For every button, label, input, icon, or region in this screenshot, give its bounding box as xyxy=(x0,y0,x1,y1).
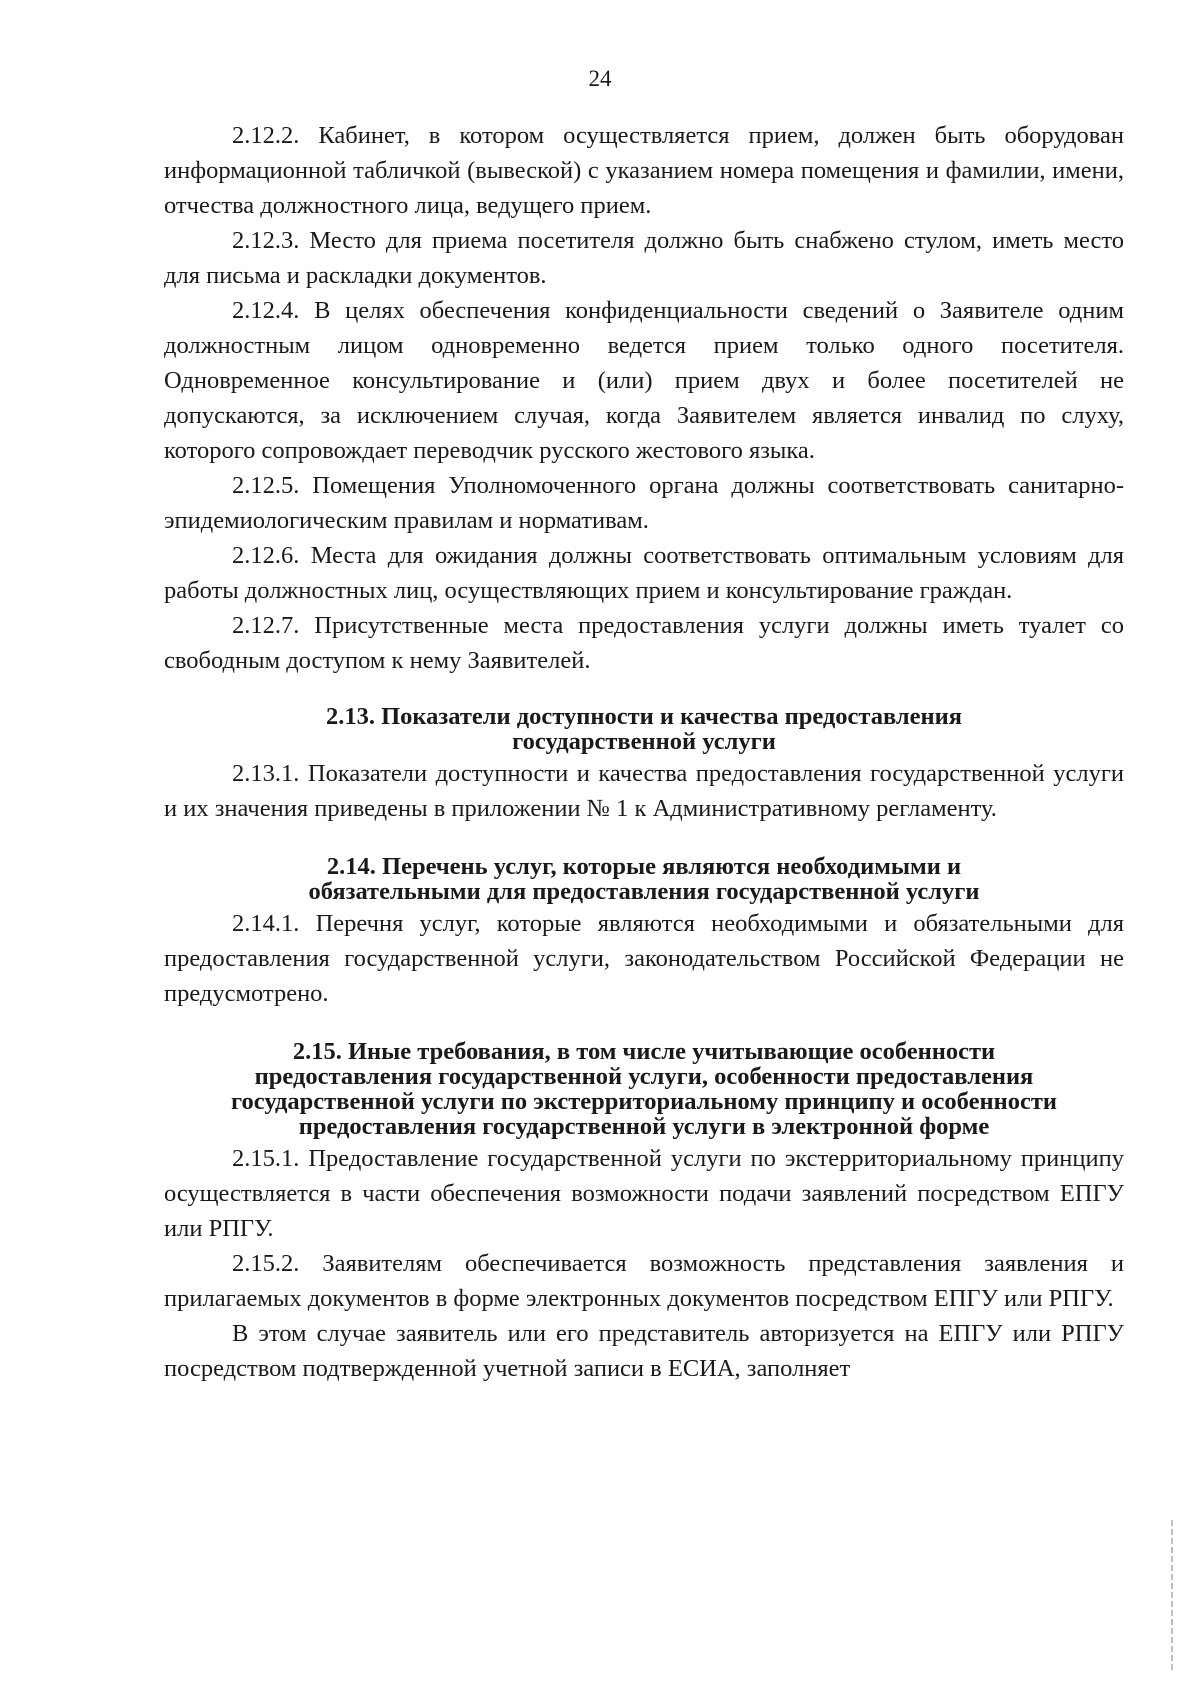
heading-line: предоставления государственной услуги, особенности предоставления xyxy=(254,1063,1034,1090)
heading-line: обязательными для предоставления государственной услуги xyxy=(308,878,980,905)
heading-line: государственной услуги xyxy=(512,728,776,755)
paragraph-2-14-1: 2.14.1. Перечня услуг, которые являются необходимыми и обязательными для предоставления государственной услуги, законодательством Российской Федерации не предусмотрено. xyxy=(164,910,1124,1007)
heading-line: предоставления государственной услуги в электронной форме xyxy=(298,1113,990,1140)
paragraph-2-12-2: 2.12.2. Кабинет, в котором осуществляется прием, должен быть оборудован информационной табличкой (вывеской) с указанием номера помещения и фамилии, имени, отчества должностного лица, ведущего прием. xyxy=(164,122,1124,219)
paragraph-2-12-5: 2.12.5. Помещения Уполномоченного органа должны соответствовать санитарно-эпидемиологическим правилам и нормативам. xyxy=(164,472,1124,534)
paragraph-continuation: В этом случае заявитель или его представитель авторизуется на ЕПГУ или РПГУ посредством подтвержденной учетной записи в ЕСИА, заполняет xyxy=(164,1320,1124,1382)
paragraph-2-12-7: 2.12.7. Присутственные места предоставления услуги должны иметь туалет со свободным доступом к нему Заявителей. xyxy=(164,612,1124,674)
section-heading-2-15 xyxy=(164,1039,1124,1139)
heading-line: 2.13. Показатели доступности и качества предоставления xyxy=(325,703,963,730)
heading-line: 2.15. Иные требования, в том числе учитывающие особенности xyxy=(292,1038,996,1065)
paragraph-2-12-6: 2.12.6. Места для ожидания должны соответствовать оптимальным условиям для работы должностных лиц, осуществляющих прием и консультирование граждан. xyxy=(164,542,1124,604)
paragraph-2-12-3: 2.12.3. Место для приема посетителя должно быть снабжено стулом, иметь место для письма и раскладки документов. xyxy=(164,227,1124,289)
page-number: 24 xyxy=(588,66,612,91)
paragraph-2-15-1: 2.15.1. Предоставление государственной услуги по экстерриториальному принципу осуществляется в части обеспечения возможности подачи заявлений посредством ЕПГУ или РПГУ. xyxy=(164,1145,1124,1242)
heading-line: государственной услуги по экстерриториальному принципу и особенности xyxy=(231,1088,1057,1115)
document-body xyxy=(164,118,1124,1386)
scan-edge-artifact xyxy=(1171,1520,1173,1670)
section-heading-2-14 xyxy=(164,854,1124,904)
section-heading-2-13 xyxy=(164,704,1124,754)
paragraph-2-12-4: 2.12.4. В целях обеспечения конфиденциальности сведений о Заявителе одним должностным лицом одновременно ведется прием только одного посетителя. Одновременное консультирование и (или) прием двух и более посетителей не допускаются, за исключением случая, когда Заявителем является инвалид по слуху, которого сопровождает переводчик русского жестового языка. xyxy=(164,297,1124,464)
heading-line: 2.14. Перечень услуг, которые являются необходимыми и xyxy=(326,853,962,880)
paragraph-2-13-1: 2.13.1. Показатели доступности и качества предоставления государственной услуги и их значения приведены в приложении № 1 к Административному регламенту. xyxy=(164,760,1124,822)
paragraph-2-15-2: 2.15.2. Заявителям обеспечивается возможность представления заявления и прилагаемых документов в форме электронных документов посредством ЕПГУ или РПГУ. xyxy=(164,1250,1124,1312)
